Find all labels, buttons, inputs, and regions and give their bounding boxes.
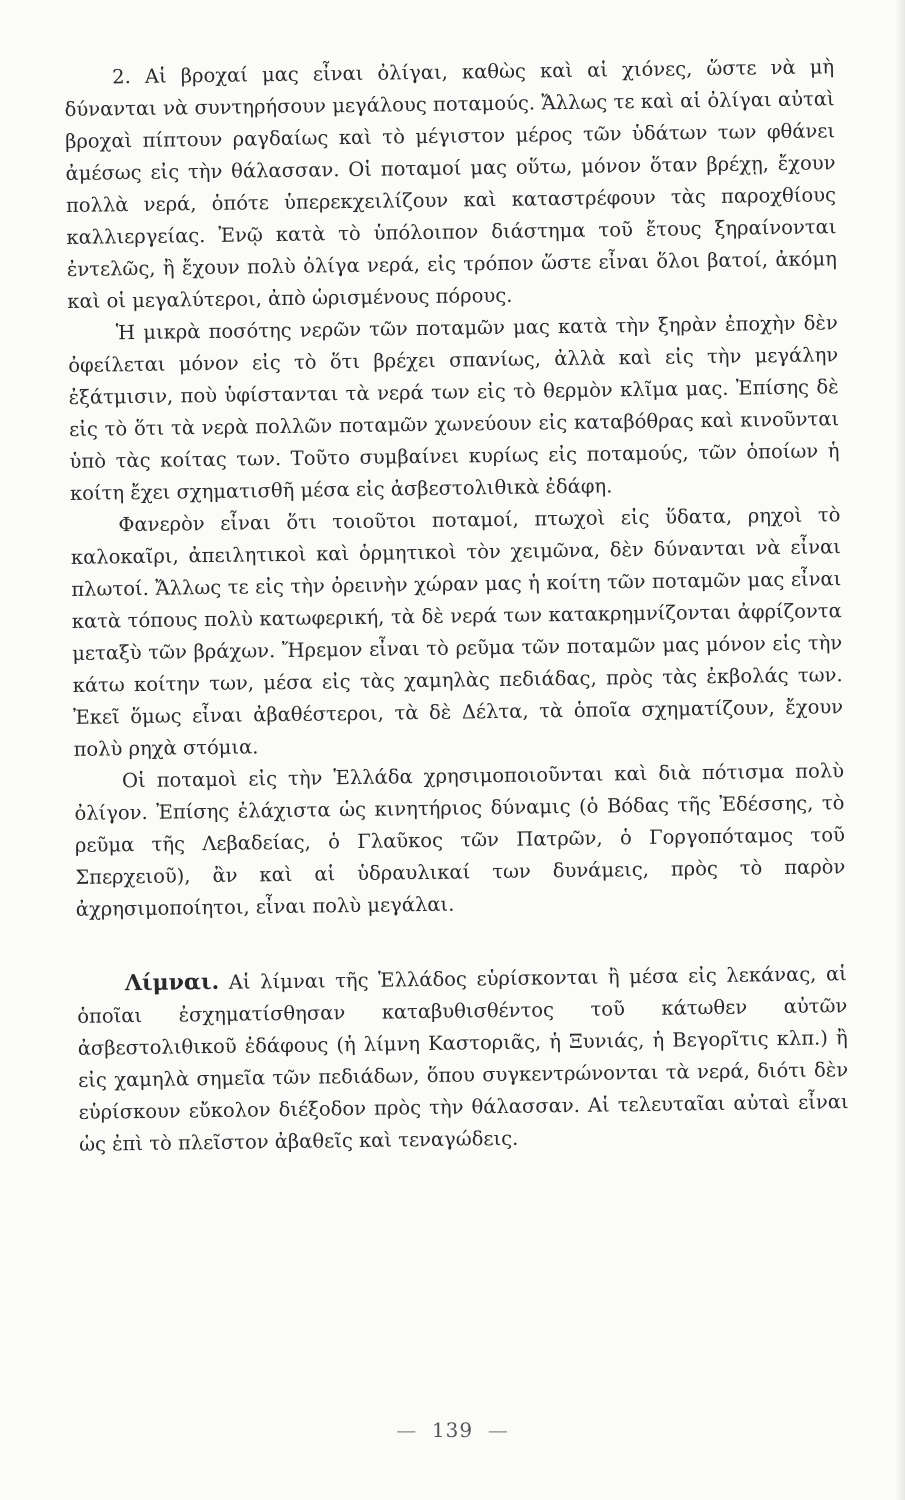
- page-footer: [0, 1418, 905, 1442]
- page-number: 139: [431, 1418, 474, 1442]
- paragraph-river-usage: Οἱ ποταμοὶ εἰς τὴν Ἑλλάδα χρησιμοποιοῦνται καὶ διὰ πότισμα πολὺ ὀλίγον. Ἐπίσης ἐλάχιστα ὡς κινητήριος δύναμις (ὁ Βόδας τῆς Ἐδέσσης, τὸ ρεῦμα τῆς Λεβαδείας, ὁ Γλαῦκος τῶν Πατρῶν, ὁ Γοργοπόταμος τοῦ Σπερχειοῦ), ἂν καὶ αἱ ὑδραυλικαί των δυνάμεις, πρὸς τὸ παρὸν ἀχρησιμοποίητοι, εἶναι πολὺ μεγάλαι.: [74, 759, 846, 921]
- paragraph-lakes: [77, 957, 850, 1161]
- section-heading-lakes: Λίμναι.: [124, 968, 220, 997]
- paragraph-low-water: Ἡ μικρὰ ποσότης νερῶν τῶν ποταμῶν μας κατὰ τὴν ξηρὰν ἐποχὴν δὲν ὀφείλεται μόνον εἰς τὸ ὅτι βρέχει σπανίως, ἀλλὰ καὶ εἰς τὴν μεγάλην ἐξάτμισιν, ποὺ ὑφίστανται τὰ νερά των εἰς τὸ θερμὸν κλῖμα μας. Ἐπίσης δὲ εἰς τὸ ὅτι τὰ νερὰ πολλῶν ποταμῶν χωνεύουν εἰς καταβόθρας καὶ κινοῦνται ὑπὸ τὰς κοίτας των. Τοῦτο συμβαίνει κυρίως εἰς ποταμούς, τῶν ὁποίων ἡ κοίτη ἔχει σχηματισθῆ μέσα εἰς ἀσβεστολιθικὰ ἐδάφη.: [68, 311, 840, 505]
- footer-dash-left: —: [396, 1418, 418, 1442]
- lakes-text: Αἱ λίμναι τῆς Ἑλλάδος εὑρίσκονται ἢ μέσα εἰς λεκάνας, αἱ ὁποῖαι ἐσχηματίσθησαν καταβυθισθέντος τοῦ κάτωθεν αὐτῶν ἀσβεστολιθικοῦ ἐδάφους (ἡ λίμνη Καστοριᾶς, ἡ Ξυνιάς, ἡ Βεγορῖτις κλπ.) ἢ εἰς χαμηλὰ σημεῖα τῶν πεδιάδων, ὅπου συγκεντρώνονται τὰ νερά, διότι δὲν εὑρίσκουν εὔκολον διέξοδον πρὸς τὴν θάλασσαν. Αἱ τελευταῖαι αὐταὶ εἶναι ὡς ἐπὶ τὸ πλεῖστον ἀβαθεῖς καὶ τεναγώδεις.: [77, 962, 849, 1156]
- paragraph-navigability: Φανερὸν εἶναι ὅτι τοιοῦτοι ποταμοί, πτωχοὶ εἰς ὕδατα, ρηχοὶ τὸ καλοκαῖρι, ἀπειλητικοὶ καὶ ὁρμητικοὶ τὸν χειμῶνα, δὲν δύνανται νὰ εἶναι πλωτοί. Ἄλλως τε εἰς τὴν ὀρεινὴν χώραν μας ἡ κοίτη τῶν ποταμῶν μας εἶναι κατὰ τόπους πολὺ κατωφερική, τὰ δὲ νερά των κατακρημνίζονται ἀφρίζοντα μεταξὺ τῶν βράχων. Ἤρεμον εἶναι τὸ ρεῦμα τῶν ποταμῶν μας μόνον εἰς τὴν κάτω κοίτην των, μέσα εἰς τὰς χαμηλὰς πεδιάδας, πρὸς τὰς ἐκβολάς των. Ἐκεῖ ὅμως εἶναι ἀβαθέστεροι, τὰ δὲ Δέλτα, τὰ ὁποῖα σχηματίζουν, ἔχουν πολὺ ρηχὰ στόμια.: [70, 503, 844, 761]
- footer-dash-right: —: [487, 1418, 509, 1442]
- paragraph-rivers-rainfall: 2. Αἱ βροχαί μας εἶναι ὀλίγαι, καθὼς καὶ αἱ χιόνες, ὥστε νὰ μὴ δύνανται νὰ συντηρήσουν μεγάλους ποταμούς. Ἄλλως τε καὶ αἱ ὀλίγαι αὐταὶ βροχαὶ πίπτουν ραγδαίως καὶ τὸ μέγιστον μέρος τῶν ὑδάτων των φθάνει ἀμέσως εἰς τὴν θάλασσαν. Οἱ ποταμοί μας οὕτω, μόνον ὅταν βρέχῃ, ἔχουν πολλὰ νερά, ὁπότε ὑπερεκχειλίζουν καὶ καταστρέφουν τὰς παροχθίους καλλιεργείας. Ἐνῷ κατὰ τὸ ὑπόλοιπον διάστημα τοῦ ἔτους ξηραίνονται ἐντελῶς, ἢ ἔχουν πολὺ ὀλίγα νερά, εἰς τρόπον ὥστε εἶναι ὅλοι βατοί, ἀκόμη καὶ οἱ μεγαλύτεροι, ἀπὸ ὡρισμένους πόρους.: [64, 55, 837, 313]
- page-edge-shadow: [895, 0, 905, 1500]
- body-text: [64, 51, 849, 1161]
